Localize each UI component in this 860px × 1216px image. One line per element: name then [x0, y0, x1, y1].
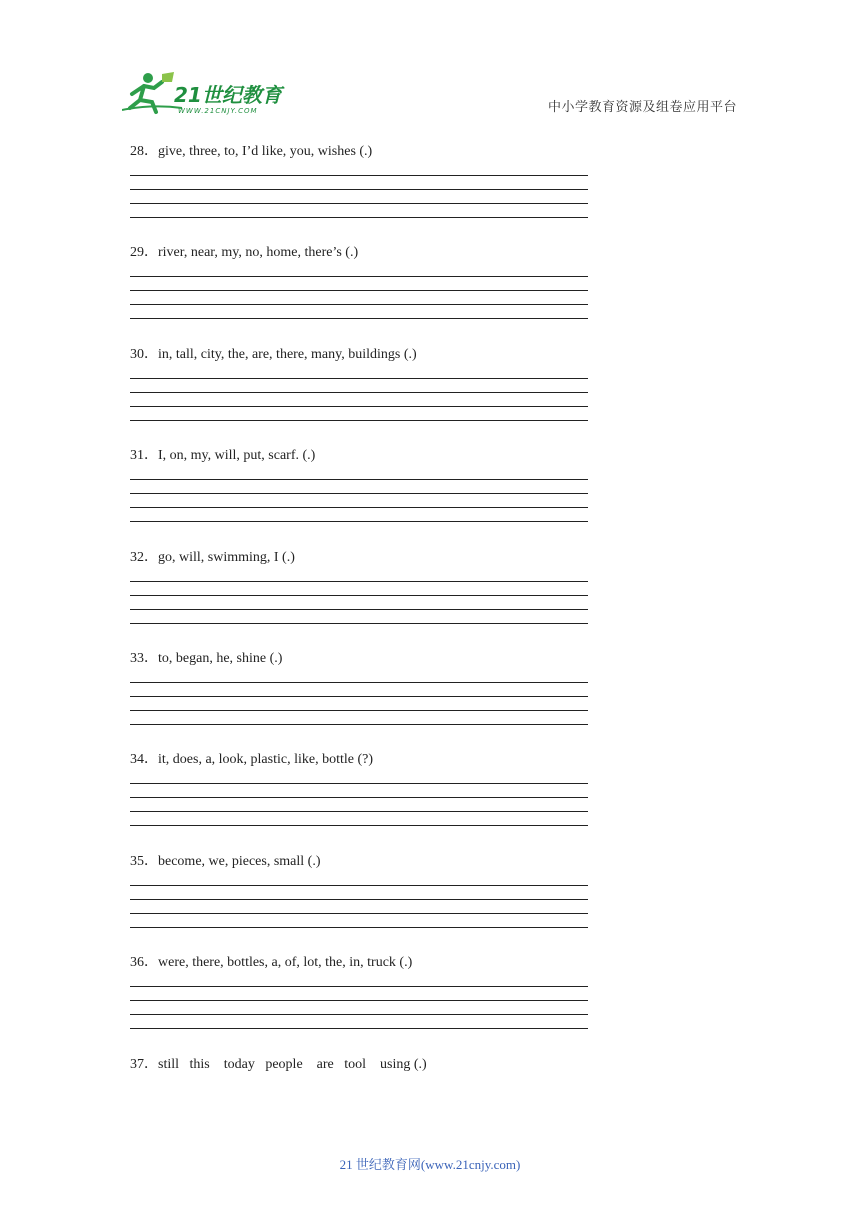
- question-prompt: 30．in, tall, city, the, are, there, many, buildings (.): [130, 346, 417, 362]
- answer-line[interactable]: [130, 493, 588, 494]
- question-prompt: 35．become, we, pieces, small (.): [130, 853, 321, 869]
- answer-line[interactable]: [130, 581, 588, 582]
- runner-icon: [122, 72, 182, 112]
- answer-line[interactable]: [130, 276, 588, 277]
- answer-line[interactable]: [130, 623, 588, 624]
- footer-text: 21 世纪教育网(www.21cnjy.com): [339, 1157, 521, 1172]
- answer-line[interactable]: [130, 783, 588, 784]
- answer-line[interactable]: [130, 318, 588, 319]
- answer-line[interactable]: [130, 406, 588, 407]
- question-prompt: 34．it, does, a, look, plastic, like, bottle (?): [130, 752, 374, 768]
- answer-line[interactable]: [130, 175, 588, 176]
- question-prompt: 37．still this today people are tool using (.): [130, 1056, 427, 1072]
- answer-line[interactable]: [130, 304, 588, 305]
- answer-line[interactable]: [130, 696, 588, 697]
- answer-line[interactable]: [130, 378, 588, 379]
- answer-line[interactable]: [130, 217, 588, 218]
- answer-line[interactable]: [130, 797, 588, 798]
- answer-line[interactable]: [130, 825, 588, 826]
- answer-line[interactable]: [130, 986, 588, 987]
- question-prompt: 29．river, near, my, no, home, there’s (.): [130, 245, 359, 261]
- platform-tagline: 中小学教育资源及组卷应用平台: [548, 100, 738, 115]
- answer-line[interactable]: [130, 479, 588, 480]
- question-prompt: 31．I, on, my, will, put, scarf. (.): [130, 448, 316, 464]
- answer-line[interactable]: [130, 885, 588, 886]
- question-prompt: 36．were, there, bottles, a, of, lot, the, in, truck (.): [130, 955, 413, 971]
- answer-line[interactable]: [130, 899, 588, 900]
- question-prompt: 33．to, began, he, shine (.): [130, 651, 283, 666]
- answer-line[interactable]: [130, 1028, 588, 1029]
- answer-line[interactable]: [130, 290, 588, 291]
- answer-line[interactable]: [130, 507, 588, 508]
- question-prompt: 28．give, three, to, I’d like, you, wishes (.): [130, 144, 373, 159]
- answer-line[interactable]: [130, 203, 588, 204]
- answer-line[interactable]: [130, 682, 588, 683]
- logo-text: 21世纪教育: [174, 83, 282, 107]
- answer-line[interactable]: [130, 189, 588, 190]
- answer-line[interactable]: [130, 1014, 588, 1015]
- site-logo: [122, 68, 292, 116]
- answer-line[interactable]: [130, 521, 588, 522]
- answer-line[interactable]: [130, 392, 588, 393]
- answer-line[interactable]: [130, 927, 588, 928]
- answer-line[interactable]: [130, 1000, 588, 1001]
- answer-line[interactable]: [130, 595, 588, 596]
- answer-line[interactable]: [130, 811, 588, 812]
- answer-line[interactable]: [130, 913, 588, 914]
- logo-url: WWW.21CNJY.COM: [178, 107, 258, 115]
- answer-line[interactable]: [130, 609, 588, 610]
- answer-line[interactable]: [130, 420, 588, 421]
- answer-line[interactable]: [130, 710, 588, 711]
- answer-line[interactable]: [130, 724, 588, 725]
- question-prompt: 32．go, will, swimming, I (.): [130, 549, 295, 565]
